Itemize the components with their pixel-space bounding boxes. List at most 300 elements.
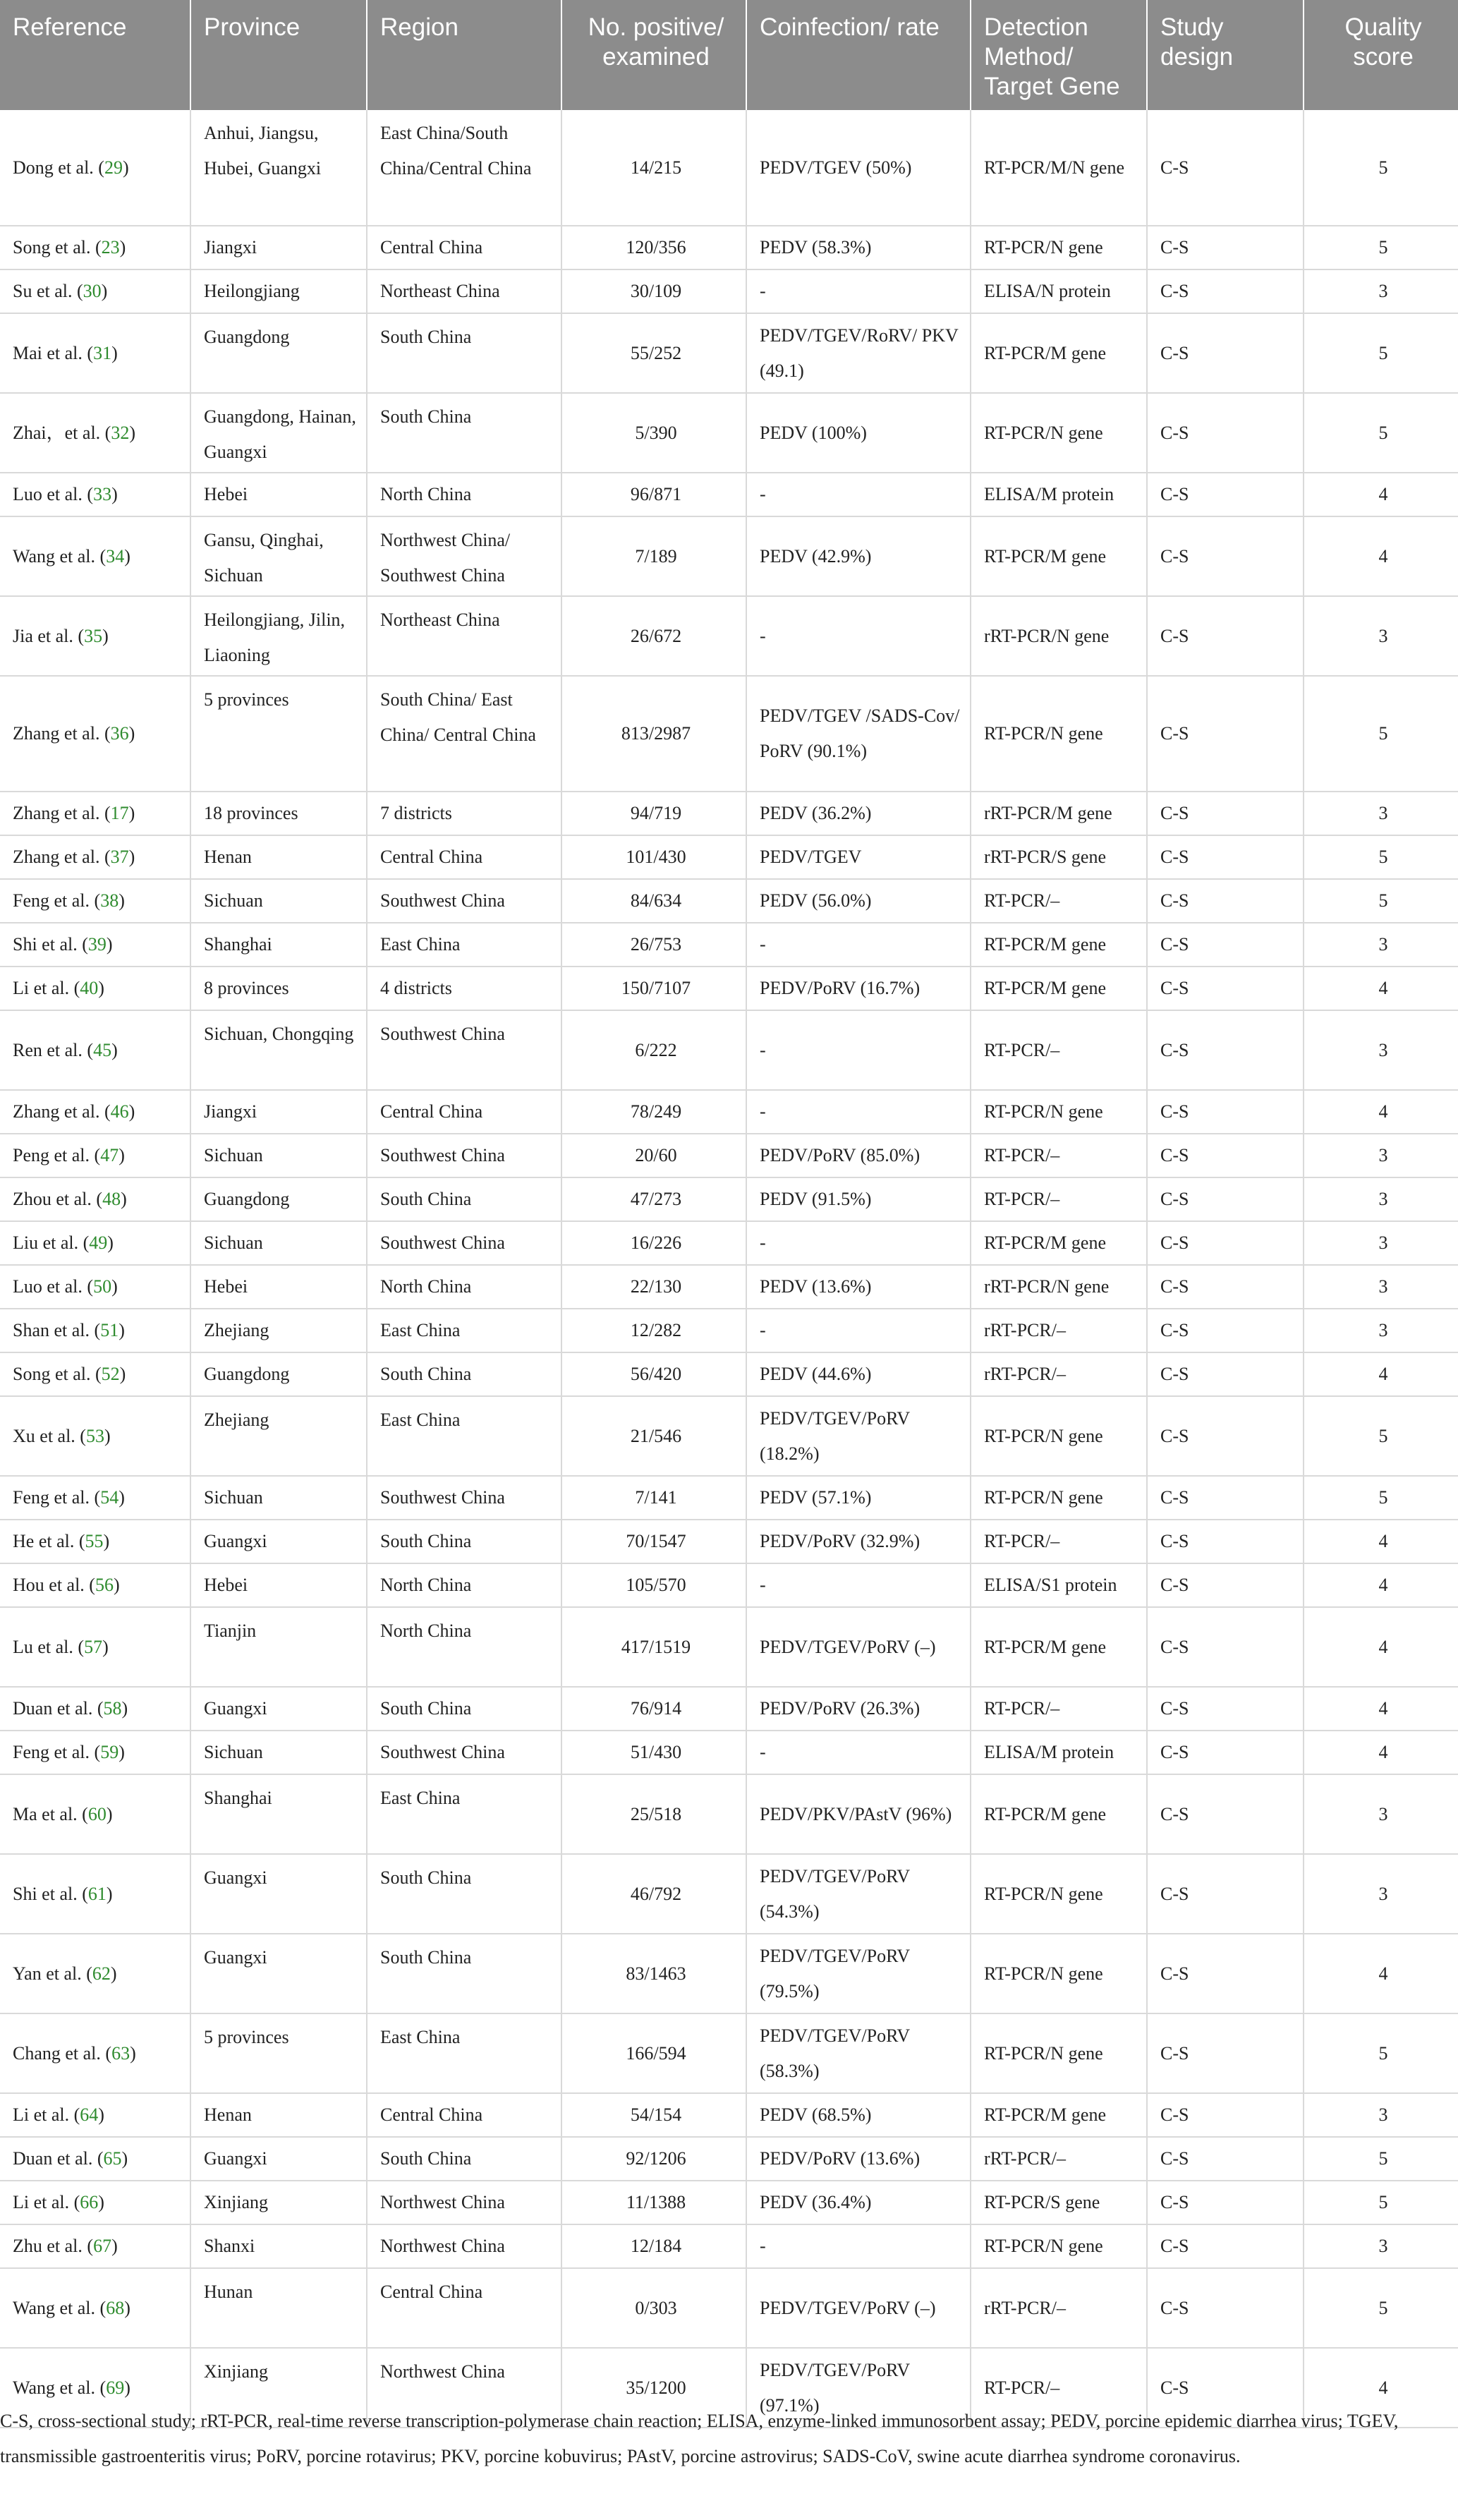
reference-close-paren: ) [119,1320,125,1340]
cell-quality-score: 3 [1304,1854,1458,1934]
cell-coinfection: PEDV/TGEV/RoRV/ PKV (49.1) [746,313,971,393]
cell-quality-score: 4 [1304,1520,1458,1563]
cell-method: RT-PCR/N gene [971,1396,1147,1476]
cell-method: RT-PCR/N gene [971,2013,1147,2093]
reference-author: Li et al. ( [13,2104,80,2125]
table-row [0,967,1458,1010]
cell-province: Guangxi [190,1520,367,1563]
cell-region: Northwest China [367,2224,561,2268]
cell-region: Northeast China [367,596,561,676]
reference-link[interactable]: 50 [93,1276,112,1297]
reference-author: He et al. ( [13,1531,85,1551]
cell-region: Central China [367,2093,561,2137]
cell-positive-examined: 7/189 [561,516,746,596]
cell-method: rRT-PCR/– [971,1352,1147,1396]
cell-province: Hebei [190,1563,367,1607]
cell-reference [0,1731,190,1774]
cell-region: Southwest China [367,1731,561,1774]
cell-reference [0,676,190,792]
table-row [0,1731,1458,1774]
cell-positive-examined: 35/1200 [561,2348,746,2428]
cell-region: South China [367,393,561,473]
reference-link[interactable]: 68 [106,2297,125,2318]
cell-province: Guangdong [190,313,367,393]
reference-link[interactable]: 30 [83,281,102,301]
cell-study-design: C-S [1147,1563,1304,1607]
reference-author: Jia et al. ( [13,625,85,646]
cell-coinfection: PEDV/PKV/PAstV (96%) [746,1774,971,1854]
reference-link[interactable]: 39 [87,934,107,955]
cell-province: Tianjin [190,1607,367,1687]
cell-positive-examined: 83/1463 [561,1934,746,2013]
reference-link[interactable]: 47 [100,1145,119,1165]
reference-close-paren: ) [104,1425,111,1446]
cell-region: Southwest China [367,1010,561,1090]
cell-reference [0,2181,190,2224]
cell-quality-score: 4 [1304,1607,1458,1687]
cell-study-design: C-S [1147,2348,1304,2428]
cell-province: Henan [190,2093,367,2137]
cell-method: rRT-PCR/S gene [971,835,1147,879]
cell-positive-examined: 6/222 [561,1010,746,1090]
reference-link[interactable]: 17 [110,803,129,823]
reference-link[interactable]: 54 [100,1487,119,1508]
table-row [0,2224,1458,2268]
cell-quality-score: 4 [1304,1934,1458,2013]
cell-reference [0,1687,190,1731]
cell-reference [0,2013,190,2093]
reference-author: Feng et al. ( [13,1487,101,1508]
reference-link[interactable]: 63 [111,2042,130,2064]
cell-quality-score: 3 [1304,2093,1458,2137]
cell-reference [0,596,190,676]
reference-close-paren: ) [106,1883,113,1904]
reference-link[interactable]: 36 [110,723,129,744]
reference-close-paren: ) [130,2042,136,2064]
cell-method: RT-PCR/N gene [971,393,1147,473]
cell-study-design: C-S [1147,923,1304,967]
cell-region: Central China [367,1090,561,1134]
reference-close-paren: ) [121,1698,128,1719]
reference-close-paren: ) [128,803,135,823]
cell-coinfection: PEDV (36.4%) [746,2181,971,2224]
cell-reference [0,835,190,879]
cell-reference [0,1221,190,1265]
cell-reference [0,1934,190,2013]
cell-method: rRT-PCR/N gene [971,1265,1147,1309]
cell-study-design: C-S [1147,676,1304,792]
reference-author: Duan et al. ( [13,1698,104,1719]
cell-quality-score: 3 [1304,2224,1458,2268]
cell-reference [0,2224,190,2268]
reference-author: Xu et al. ( [13,1425,86,1446]
table-row [0,1177,1458,1221]
cell-region: East China [367,1774,561,1854]
cell-study-design: C-S [1147,313,1304,393]
cell-quality-score: 3 [1304,1265,1458,1309]
cell-quality-score: 3 [1304,1177,1458,1221]
cell-study-design: C-S [1147,1134,1304,1177]
cell-quality-score: 5 [1304,2013,1458,2093]
reference-close-paren: ) [106,1803,113,1824]
cell-study-design: C-S [1147,596,1304,676]
cell-region: Northwest China/ Southwest China [367,516,561,596]
cell-quality-score: 5 [1304,393,1458,473]
reference-author: Zhu et al. ( [13,2236,94,2256]
cell-coinfection: - [746,473,971,516]
cell-province: 18 provinces [190,792,367,835]
reference-close-paren: ) [102,1636,109,1657]
reference-link[interactable]: 49 [89,1232,108,1253]
reference-link[interactable]: 55 [85,1531,104,1551]
cell-reference [0,1607,190,1687]
cell-quality-score: 3 [1304,1309,1458,1352]
cell-province: Zhejiang [190,1396,367,1476]
cell-quality-score: 5 [1304,835,1458,879]
cell-province: Sichuan [190,1134,367,1177]
cell-coinfection: PEDV/TGEV/PoRV (18.2%) [746,1396,971,1476]
table-row [0,1396,1458,1476]
cell-method: RT-PCR/– [971,2348,1147,2428]
cell-quality-score: 3 [1304,792,1458,835]
reference-link[interactable]: 52 [101,1364,120,1384]
cell-study-design: C-S [1147,1352,1304,1396]
cell-study-design: C-S [1147,473,1304,516]
reference-author: Feng et al. ( [13,890,101,911]
reference-link[interactable]: 61 [87,1883,107,1904]
cell-study-design: C-S [1147,516,1304,596]
reference-link[interactable]: 56 [95,1575,114,1595]
cell-positive-examined: 25/518 [561,1774,746,1854]
reference-close-paren: ) [106,934,113,955]
reference-link[interactable]: 67 [93,2236,112,2256]
cell-study-design: C-S [1147,1090,1304,1134]
cell-quality-score: 5 [1304,110,1458,226]
cell-positive-examined: 11/1388 [561,2181,746,2224]
reference-close-paren: ) [128,723,135,744]
header-design: Study design [1147,0,1304,110]
reference-link[interactable]: 60 [87,1803,107,1824]
cell-method: rRT-PCR/– [971,2268,1147,2348]
table-row [0,393,1458,473]
cell-study-design: C-S [1147,1687,1304,1731]
cell-positive-examined: 26/753 [561,923,746,967]
table-row [0,2137,1458,2181]
reference-link[interactable]: 69 [106,2377,125,2398]
cell-region: North China [367,1607,561,1687]
cell-study-design: C-S [1147,2181,1304,2224]
reference-close-paren: ) [111,484,118,504]
cell-reference [0,2137,190,2181]
table-row [0,1934,1458,2013]
cell-region: South China [367,1520,561,1563]
cell-coinfection: - [746,596,971,676]
cell-coinfection: PEDV (58.3%) [746,226,971,269]
header-region: Region [367,0,561,110]
table-row [0,110,1458,226]
reference-link[interactable]: 35 [84,625,103,646]
cell-positive-examined: 76/914 [561,1687,746,1731]
cell-method: ELISA/N protein [971,269,1147,313]
cell-study-design: C-S [1147,1854,1304,1934]
cell-coinfection: - [746,269,971,313]
cell-coinfection: - [746,2224,971,2268]
cell-positive-examined: 813/2987 [561,676,746,792]
cell-coinfection: - [746,1731,971,1774]
cell-province: Guangdong [190,1177,367,1221]
cell-method: RT-PCR/S gene [971,2181,1147,2224]
cell-coinfection: PEDV/TGEV/PoRV (–) [746,1607,971,1687]
cell-positive-examined: 120/356 [561,226,746,269]
reference-link[interactable]: 34 [106,545,125,567]
cell-positive-examined: 84/634 [561,879,746,923]
cell-region: Southwest China [367,1221,561,1265]
reference-author: Zhang et al. ( [13,847,111,867]
cell-study-design: C-S [1147,1731,1304,1774]
cell-reference [0,1134,190,1177]
cell-method: ELISA/S1 protein [971,1563,1147,1607]
reference-link[interactable]: 33 [93,484,112,504]
cell-coinfection: PEDV/PoRV (13.6%) [746,2137,971,2181]
reference-link[interactable]: 38 [100,890,119,911]
reference-author: Lu et al. ( [13,1636,85,1657]
cell-positive-examined: 101/430 [561,835,746,879]
cell-province: Guangxi [190,1934,367,2013]
cell-coinfection: PEDV (57.1%) [746,1476,971,1520]
cell-positive-examined: 51/430 [561,1731,746,1774]
cell-method: RT-PCR/– [971,1177,1147,1221]
cell-method: RT-PCR/M gene [971,923,1147,967]
cell-quality-score: 3 [1304,269,1458,313]
reference-close-paren: ) [110,1963,117,1984]
reference-close-paren: ) [98,2104,104,2125]
cell-method: ELISA/M protein [971,1731,1147,1774]
cell-positive-examined: 20/60 [561,1134,746,1177]
cell-study-design: C-S [1147,1520,1304,1563]
reference-link[interactable]: 62 [92,1963,111,1984]
table-row [0,269,1458,313]
cell-quality-score: 4 [1304,1687,1458,1731]
reference-close-paren: ) [124,2377,130,2398]
reference-author: Mai et al. ( [13,342,94,363]
cell-method: ELISA/M protein [971,473,1147,516]
reference-author: Wang et al. ( [13,2377,107,2398]
cell-positive-examined: 26/672 [561,596,746,676]
reference-author: Luo et al. ( [13,484,94,504]
reference-link[interactable]: 45 [93,1039,112,1060]
cell-method: RT-PCR/– [971,1134,1147,1177]
reference-author: Li et al. ( [13,978,80,998]
cell-quality-score: 5 [1304,879,1458,923]
table-row [0,676,1458,792]
cell-study-design: C-S [1147,1607,1304,1687]
cell-region: North China [367,1563,561,1607]
reference-author: Yan et al. ( [13,1963,92,1984]
cell-reference [0,473,190,516]
cell-coinfection: PEDV/TGEV (50%) [746,110,971,226]
table-row [0,1010,1458,1090]
reference-link[interactable]: 46 [110,1101,129,1122]
cell-positive-examined: 16/226 [561,1221,746,1265]
reference-link[interactable]: 57 [84,1636,103,1657]
table-row [0,2093,1458,2137]
cell-quality-score: 4 [1304,967,1458,1010]
reference-author: Li et al. ( [13,2192,80,2212]
reference-close-paren: ) [121,1189,127,1209]
table-row [0,1607,1458,1687]
cell-region: East China [367,1309,561,1352]
cell-province: Shanghai [190,923,367,967]
cell-coinfection: PEDV (13.6%) [746,1265,971,1309]
reference-close-paren: ) [113,1575,120,1595]
reference-link[interactable]: 37 [110,847,129,867]
reference-link[interactable]: 31 [93,342,112,363]
cell-method: RT-PCR/M gene [971,1607,1147,1687]
cell-region: East China [367,2013,561,2093]
cell-quality-score: 3 [1304,1010,1458,1090]
reference-author: Duan et al. ( [13,2148,104,2169]
cell-coinfection: PEDV/TGEV/PoRV (79.5%) [746,1934,971,2013]
cell-province: 5 provinces [190,2013,367,2093]
table-row [0,1563,1458,1607]
reference-close-paren: ) [102,625,109,646]
reference-link[interactable]: 53 [85,1425,104,1446]
reference-close-paren: ) [119,237,126,258]
cell-positive-examined: 55/252 [561,313,746,393]
reference-author: Shi et al. ( [13,1883,88,1904]
reference-author: Feng et al. ( [13,1742,101,1762]
cell-positive-examined: 7/141 [561,1476,746,1520]
cell-region: East China [367,1396,561,1476]
cell-region: 4 districts [367,967,561,1010]
table-row [0,2268,1458,2348]
cell-reference [0,313,190,393]
cell-positive-examined: 56/420 [561,1352,746,1396]
cell-study-design: C-S [1147,879,1304,923]
cell-province: Xinjiang [190,2181,367,2224]
cell-positive-examined: 166/594 [561,2013,746,2093]
cell-positive-examined: 70/1547 [561,1520,746,1563]
cell-study-design: C-S [1147,1265,1304,1309]
cell-province: 8 provinces [190,967,367,1010]
reference-link[interactable]: 65 [103,2148,122,2169]
reference-link[interactable]: 59 [100,1742,119,1762]
cell-region: South China [367,2137,561,2181]
table-row [0,1687,1458,1731]
table-row [0,2013,1458,2093]
reference-link[interactable]: 51 [100,1320,119,1340]
reference-author: Su et al. ( [13,281,83,301]
cell-positive-examined: 46/792 [561,1854,746,1934]
cell-province: Guangxi [190,2137,367,2181]
cell-study-design: C-S [1147,2137,1304,2181]
cell-study-design: C-S [1147,226,1304,269]
cell-coinfection: - [746,1090,971,1134]
cell-quality-score: 5 [1304,676,1458,792]
header-province: Province [190,0,367,110]
cell-region: Northwest China [367,2348,561,2428]
cell-reference [0,1090,190,1134]
reference-link[interactable]: 23 [101,237,120,258]
cell-study-design: C-S [1147,1309,1304,1352]
reference-author: Zhang et al. ( [13,723,111,744]
reference-link[interactable]: 32 [111,422,130,443]
cell-method: RT-PCR/M gene [971,516,1147,596]
cell-study-design: C-S [1147,2093,1304,2137]
cell-study-design: C-S [1147,1221,1304,1265]
cell-coinfection: PEDV (100%) [746,393,971,473]
cell-reference [0,516,190,596]
reference-link[interactable]: 40 [80,978,99,998]
reference-link[interactable]: 58 [103,1698,122,1719]
reference-close-paren: ) [124,545,130,567]
reference-close-paren: ) [124,2297,130,2318]
cell-province: Sichuan [190,1221,367,1265]
cell-positive-examined: 96/871 [561,473,746,516]
table-row [0,1476,1458,1520]
cell-positive-examined: 94/719 [561,792,746,835]
cell-coinfection: - [746,1309,971,1352]
cell-coinfection: PEDV/PoRV (16.7%) [746,967,971,1010]
cell-region: South China [367,313,561,393]
cell-positive-examined: 30/109 [561,269,746,313]
cell-coinfection: - [746,1010,971,1090]
cell-positive-examined: 12/282 [561,1309,746,1352]
reference-close-paren: ) [111,1276,118,1297]
cell-province: Heilongjiang [190,269,367,313]
cell-positive-examined: 417/1519 [561,1607,746,1687]
table-row [0,1309,1458,1352]
reference-link[interactable]: 66 [80,2192,99,2212]
cell-study-design: C-S [1147,2013,1304,2093]
cell-method: RT-PCR/N gene [971,1476,1147,1520]
cell-method: RT-PCR/– [971,879,1147,923]
cell-positive-examined: 0/303 [561,2268,746,2348]
cell-reference [0,1396,190,1476]
cell-reference [0,879,190,923]
cell-reference [0,1177,190,1221]
reference-author: Ma et al. ( [13,1803,88,1824]
cell-region: East China/South China/Central China [367,110,561,226]
reference-author: Luo et al. ( [13,1276,94,1297]
header-coinfection: Coinfection/ rate [746,0,971,110]
reference-author: Hou et al. ( [13,1575,95,1595]
reference-author: Wang et al. ( [13,545,107,567]
cell-province: Guangxi [190,1687,367,1731]
cell-province: Sichuan, Chongqing [190,1010,367,1090]
cell-positive-examined: 21/546 [561,1396,746,1476]
reference-link[interactable]: 64 [80,2104,99,2125]
cell-quality-score: 4 [1304,473,1458,516]
cell-quality-score: 3 [1304,1774,1458,1854]
reference-author: Zhang et al. ( [13,803,111,823]
reference-close-paren: ) [101,281,108,301]
cell-study-design: C-S [1147,1774,1304,1854]
cell-coinfection: PEDV/PoRV (32.9%) [746,1520,971,1563]
cell-reference [0,923,190,967]
cell-reference [0,1309,190,1352]
cell-positive-examined: 105/570 [561,1563,746,1607]
cell-quality-score: 5 [1304,2268,1458,2348]
cell-study-design: C-S [1147,2268,1304,2348]
reference-link[interactable]: 29 [104,157,123,178]
reference-close-paren: ) [119,1145,125,1165]
reference-close-paren: ) [98,2192,104,2212]
reference-close-paren: ) [103,1531,110,1551]
cell-positive-examined: 47/273 [561,1177,746,1221]
cell-province: 5 provinces [190,676,367,792]
reference-link[interactable]: 48 [102,1189,121,1209]
